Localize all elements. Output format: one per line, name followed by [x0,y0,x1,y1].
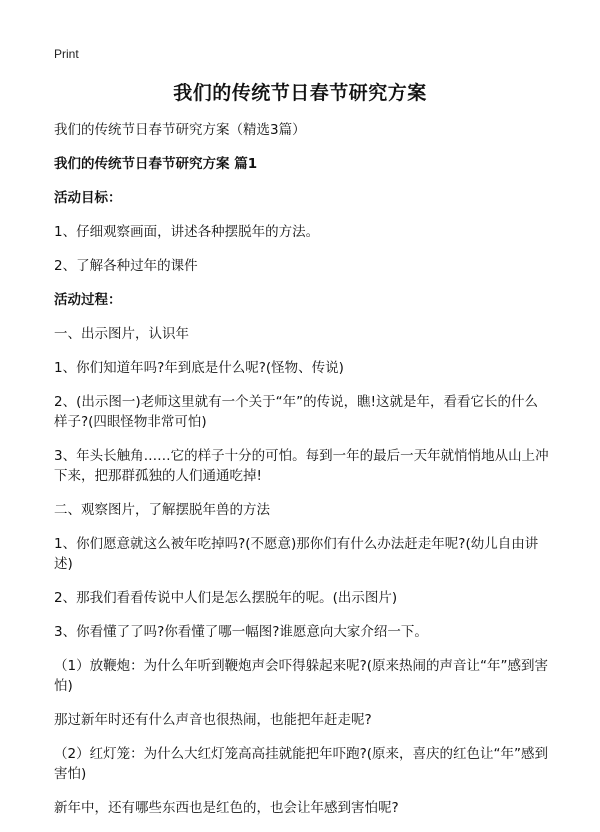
paragraph: 1、你们知道年吗?年到底是什么呢?(怪物、传说) [54,360,344,376]
paragraph: 2、那我们看看传说中人们是怎么摆脱年的呢。(出示图片) [54,590,398,606]
process-heading: 活动过程： [54,292,122,308]
document-body [54,120,550,832]
goals-heading: 活动目标： [54,190,122,206]
paragraph: 3、你看懂了了吗?你看懂了哪一幅图?谁愿意向大家介绍一下。 [54,624,428,640]
paragraph: 1、你们愿意就这么被年吃掉吗?(不愿意)那你们有什么办法赶走年呢?(幼儿自由讲述) [54,536,539,572]
paragraph: 那过新年时还有什么声音也很热闹，也能把年赶走呢? [54,712,372,728]
paragraph: 1、仔细观察画面，讲述各种摆脱年的方法。 [54,224,320,240]
paragraph: 2、(出示图一)老师这里就有一个关于“年”的传说，瞧!这就是年，看看它长的什么样子?(四眼怪物非常可怕) [54,394,539,430]
subtitle-paragraph: 我们的传统节日春节研究方案（精选3篇） [54,122,306,138]
paragraph: 二、观察图片，了解摆脱年兽的方法 [54,502,270,518]
paragraph: 2、了解各种过年的课件 [54,258,198,274]
paragraph: 一、出示图片，认识年 [54,326,189,342]
paragraph: 3、年头长触角……它的样子十分的可怕。每到一年的最后一天年就悄悄地从山上冲下来，把那群孤独的人们通通吃掉! [54,448,549,484]
paragraph: （1）放鞭炮：为什么年听到鞭炮声会吓得躲起来呢?(原来热闹的声音让“年”感到害怕) [54,658,549,694]
print-label: Print [54,47,79,61]
paragraph: （2）红灯笼：为什么大红灯笼高高挂就能把年吓跑?(原来，喜庆的红色让“年”感到害怕) [54,746,549,782]
section-heading: 我们的传统节日春节研究方案 篇1 [54,156,258,172]
document-title: 我们的传统节日春节研究方案 [173,82,427,104]
paragraph: 新年中，还有哪些东西也是红色的，也会让年感到害怕呢? [54,800,399,816]
